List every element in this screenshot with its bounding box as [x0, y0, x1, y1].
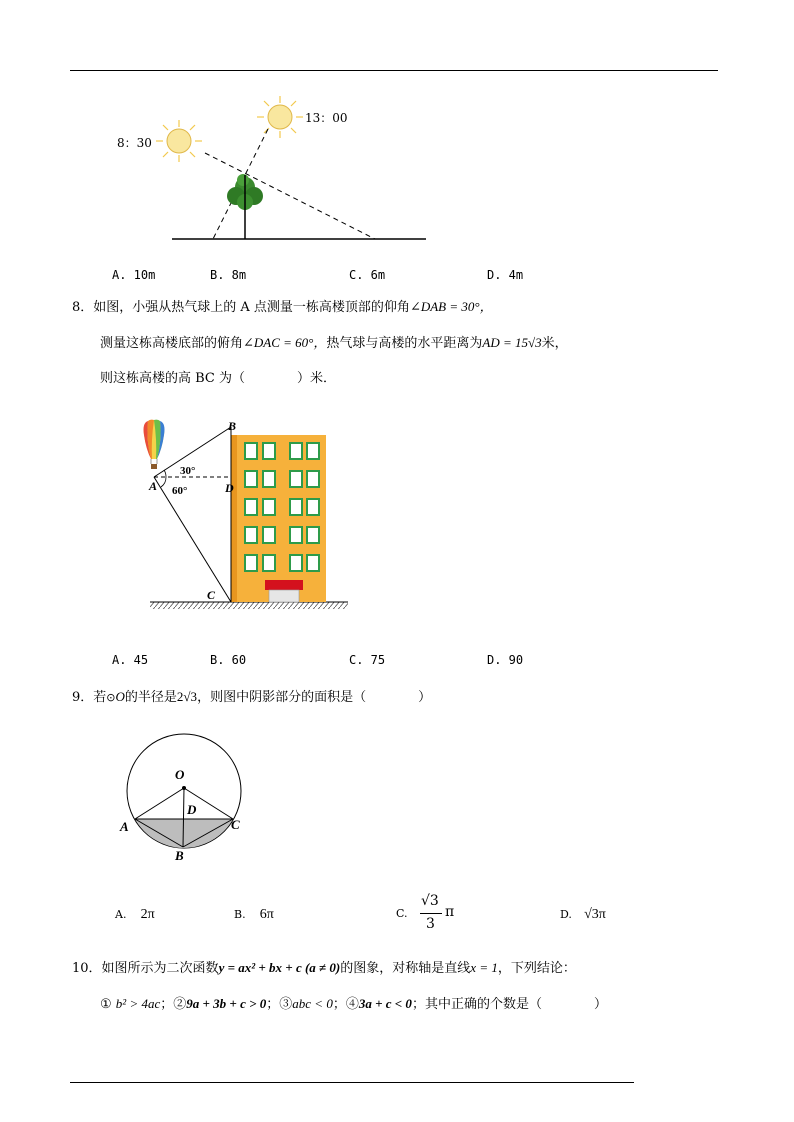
q10-c3: abc < 0: [292, 996, 333, 1011]
q9-option-c-pi: π: [445, 904, 455, 920]
q10-c3-mark: ；③: [266, 997, 293, 1012]
q9-option-d[interactable]: [560, 906, 606, 924]
hot-air-balloon-icon: [144, 420, 165, 469]
q9-option-c[interactable]: [396, 893, 466, 937]
ground-hatch: [150, 602, 348, 609]
q8-line1-text: 如图，小强从热气球上的 A 点测量一栋高楼顶部的仰角: [93, 300, 410, 315]
q10-c2-mark: ；②: [160, 997, 187, 1012]
q9-option-d-value: √3π: [584, 907, 606, 922]
q10-line-2: [100, 995, 607, 1014]
q9-option-b-label: B.: [234, 908, 246, 921]
sun-icon-morning: [156, 120, 202, 162]
label-B: B: [175, 848, 184, 863]
label-B: B: [228, 419, 237, 433]
q8-option-b[interactable]: B. 60: [210, 653, 247, 667]
sun-icon-noon: [257, 96, 303, 138]
q9-option-a-label: A.: [115, 908, 127, 921]
q8-line2-text: 测量这栋高楼底部的俯角: [100, 336, 244, 351]
q10-line1-text: 如图所示为二次函数: [101, 961, 219, 976]
q8-line-3: 则这栋高楼的高 BC 为（ ）米．: [100, 371, 337, 386]
q10-c4-mark: ；④: [332, 997, 359, 1012]
building: [231, 435, 326, 602]
q8-option-c[interactable]: C. 75: [349, 653, 386, 667]
q9-option-a[interactable]: [115, 906, 155, 924]
q10-line1-math2: x = 1: [470, 960, 498, 975]
q10-c4: 3a + c < 0: [358, 996, 412, 1011]
q10-line1-text2: 的图象，对称轴是直线: [340, 961, 471, 976]
q9-text-mid: 的半径是: [124, 690, 177, 705]
header-rule: [70, 70, 718, 71]
line-AC: [154, 477, 231, 602]
q9-option-c-denominator: 3: [426, 916, 435, 932]
sun-shadow-figure: [100, 92, 440, 252]
q7-option-a[interactable]: A. 10m: [112, 268, 156, 282]
q10-c2: 9a + 3b + c > 0: [186, 996, 267, 1011]
label-C: C: [207, 588, 216, 602]
label-A: A: [149, 479, 158, 493]
q10-c1-mark: ①: [100, 997, 112, 1012]
q8-line2-math: ∠DAC = 60°，: [243, 335, 327, 350]
q8-line-2: [100, 334, 568, 353]
label-O: O: [175, 767, 185, 782]
footer-rule: [70, 1082, 634, 1083]
circle-symbol: ⊙: [106, 691, 116, 704]
q8-line2-text2: 热气球与高楼的水平距离为: [326, 336, 483, 351]
q9-option-d-label: D.: [560, 908, 572, 921]
q9-option-a-value: 2π: [140, 907, 155, 922]
q7-option-b[interactable]: B. 8m: [210, 268, 247, 282]
q10-line1-math: y = ax² + bx + c (a ≠ 0): [218, 960, 341, 975]
q8-line1-math: ∠DAB = 30°，: [409, 299, 493, 314]
q10-line-1: [72, 959, 576, 978]
balloon-building-figure: [130, 415, 355, 615]
label-C: C: [231, 817, 240, 832]
q8-option-a[interactable]: A. 45: [112, 653, 149, 667]
q8-line2-math2: AD = 15√3: [482, 335, 542, 350]
q10-line1-text3: ，下列结论：: [497, 961, 576, 976]
q9-line: [72, 688, 431, 707]
q9-number: 9．: [72, 690, 94, 705]
q8-option-d[interactable]: D. 90: [487, 653, 524, 667]
q8-number: 8．: [72, 300, 94, 315]
q9-option-c-label: C.: [396, 907, 408, 920]
label-D: D: [187, 802, 197, 817]
q9-text-pre: 若: [93, 690, 107, 705]
q9-text-post: ，则图中阴影部分的面积是（ ）: [197, 690, 432, 705]
q7-option-c[interactable]: C. 6m: [349, 268, 386, 282]
q9-radius: 2√3: [176, 689, 198, 704]
q9-option-b[interactable]: [234, 906, 274, 924]
q10-c1: b² > 4ac: [115, 996, 161, 1011]
q10-tail: ；其中正确的个数是（ ）: [411, 997, 607, 1012]
circle-figure: [115, 725, 255, 870]
label-A: A: [120, 819, 129, 834]
angle-60: 60°: [172, 485, 188, 497]
q9-text-O: O: [115, 689, 125, 704]
time-label-noon: 13：00: [305, 111, 348, 125]
q10-number: 10．: [72, 961, 102, 976]
time-label-morning: 8：30: [117, 136, 152, 150]
q9-option-c-numerator: √3: [421, 893, 439, 909]
q7-option-d[interactable]: D. 4m: [487, 268, 524, 282]
q8-line-1: [72, 298, 493, 317]
q9-option-b-value: 6π: [259, 907, 274, 922]
label-D: D: [225, 481, 234, 495]
q8-line2-unit: 米，: [541, 336, 568, 351]
angle-30: 30°: [180, 465, 196, 477]
